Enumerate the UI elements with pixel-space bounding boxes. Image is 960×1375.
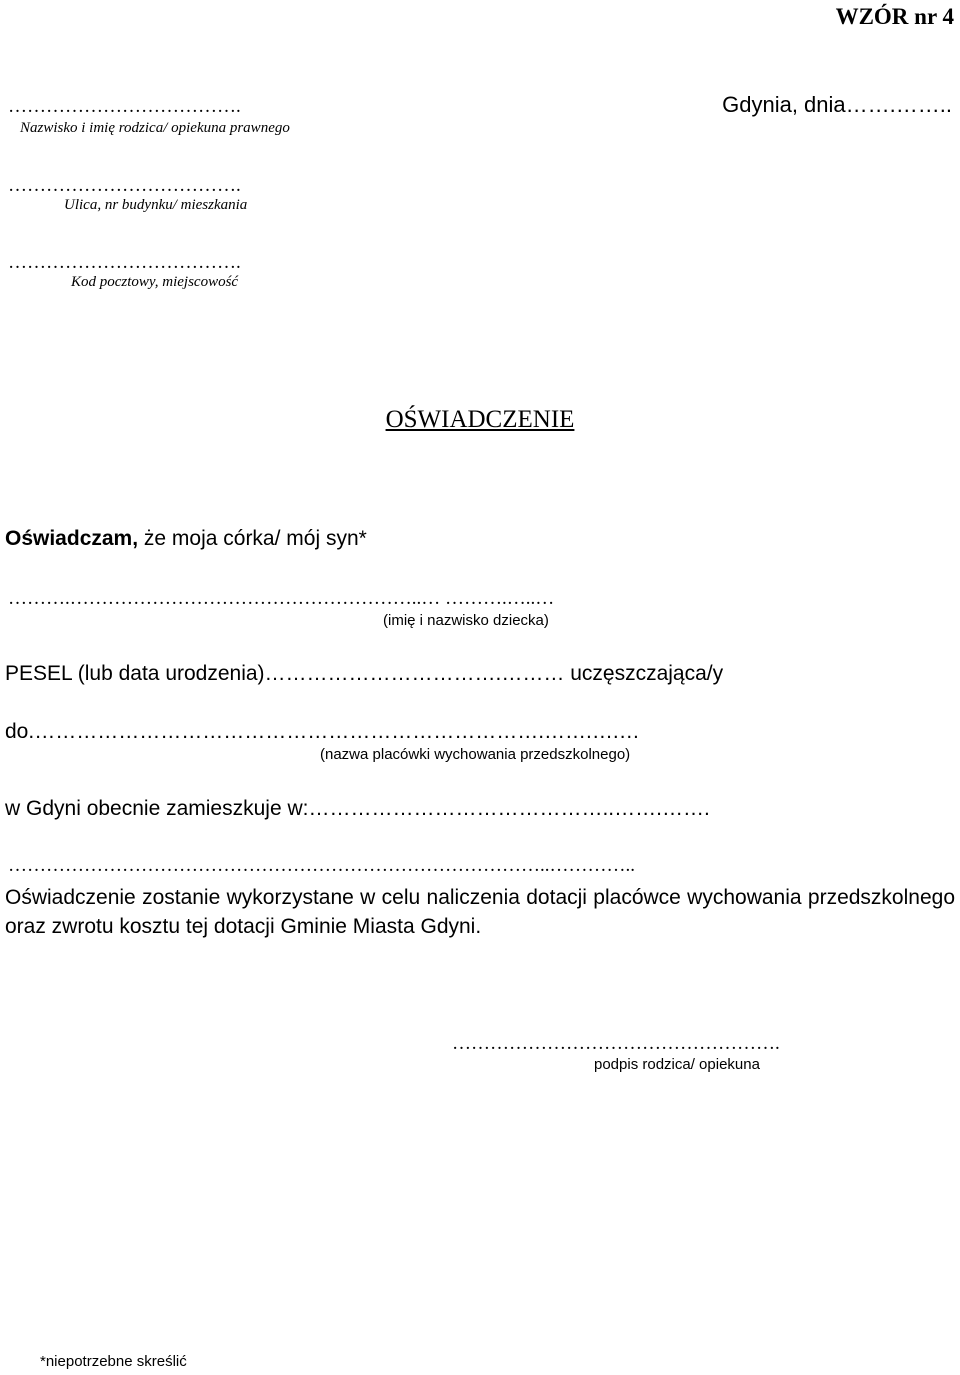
child-name-caption: (imię i nazwisko dziecka) (383, 612, 549, 629)
form-number: WZÓR nr 4 (835, 4, 954, 29)
parent-name-field: ………………………………. (8, 96, 241, 117)
street-field: ………………………………. (8, 175, 241, 196)
residence-line: w Gdyni obecnie zamieszkuje w:……………………………………..…….……. (5, 797, 710, 820)
street-caption: Ulica, nr budynku/ mieszkania (64, 197, 248, 213)
signature-field: ……………………………………………. (452, 1033, 780, 1054)
postal-caption: Kod pocztowy, miejscowość (71, 274, 239, 290)
declaration-intro (5, 527, 367, 551)
declaration-intro-rest: że moja córka/ mój syn* (138, 527, 367, 550)
signature-caption: podpis rodzica/ opiekuna (594, 1056, 760, 1073)
declaration-intro-bold: Oświadczam, (5, 527, 139, 550)
statement-paragraph: Oświadczenie zostanie wykorzystane w celu naliczenia dotacji placówce wychowania przedszkolnego oraz zwrotu kosztu tej dotacji Gminie Miasta Gdyni. (5, 886, 955, 938)
document-title: OŚWIADCZENIE (385, 406, 575, 433)
footnote: *niepotrzebne skreślić (40, 1353, 187, 1370)
place-date-field: Gdynia, dnia…….…….. (722, 92, 952, 117)
postal-field: ………………………………. (8, 252, 241, 273)
facility-line: do.……………………………………………………………….…….….… (5, 720, 640, 743)
parent-name-caption: Nazwisko i imię rodzica/ opiekuna prawnego (20, 120, 290, 136)
residence-continuation-field: …………………………………………………………………………..………….. (8, 855, 635, 876)
pesel-line: PESEL (lub data urodzenia)…………………………….……… uczęszczająca/y (5, 662, 724, 685)
facility-caption: (nazwa placówki wychowania przedszkolnego) (320, 746, 631, 763)
child-name-field: ……….………………………………………………..… ……….…..… (8, 588, 555, 609)
